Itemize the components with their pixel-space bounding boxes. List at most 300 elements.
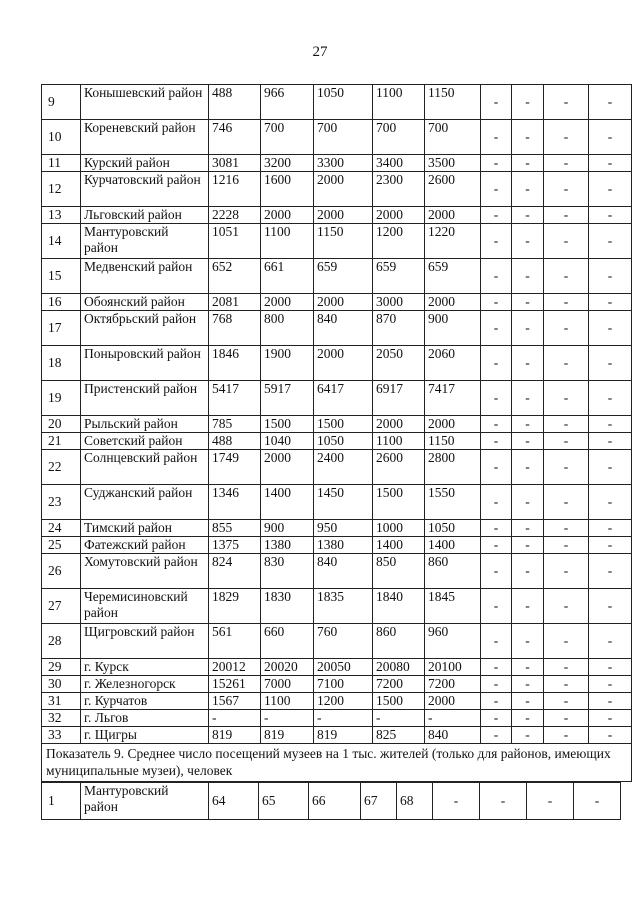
empty-cell: -	[481, 554, 512, 589]
value-cell: 1829	[209, 589, 261, 624]
empty-cell: -	[544, 346, 589, 381]
value-cell: 3200	[261, 155, 314, 172]
value-cell: 1200	[314, 693, 373, 710]
value-cell: 870	[373, 311, 425, 346]
value-cell: 1346	[209, 485, 261, 520]
value-cell: 660	[261, 624, 314, 659]
district-name: Курчатовский район	[81, 172, 209, 207]
value-cell: 67	[361, 783, 397, 820]
empty-cell: -	[589, 155, 632, 172]
value-cell: 488	[209, 85, 261, 120]
district-name: Советский район	[81, 433, 209, 450]
empty-cell: -	[544, 311, 589, 346]
empty-cell: -	[481, 624, 512, 659]
empty-cell: -	[589, 710, 632, 727]
row-number: 26	[42, 554, 81, 589]
empty-cell: -	[527, 783, 574, 820]
value-cell: 840	[314, 311, 373, 346]
value-cell: 800	[261, 311, 314, 346]
empty-cell: -	[589, 450, 632, 485]
table-row	[42, 710, 632, 727]
value-cell: 950	[314, 520, 373, 537]
value-cell: 2400	[314, 450, 373, 485]
empty-cell: -	[544, 155, 589, 172]
empty-cell: -	[433, 783, 480, 820]
row-number: 29	[42, 659, 81, 676]
value-cell: -	[425, 710, 481, 727]
value-cell: 2300	[373, 172, 425, 207]
empty-cell: -	[512, 224, 544, 259]
empty-cell: -	[574, 783, 621, 820]
empty-cell: -	[544, 659, 589, 676]
value-cell: 5917	[261, 381, 314, 416]
empty-cell: -	[512, 207, 544, 224]
row-number: 14	[42, 224, 81, 259]
indicator-9-table	[41, 782, 621, 820]
table-row	[42, 783, 621, 820]
value-cell: 561	[209, 624, 261, 659]
empty-cell: -	[481, 676, 512, 693]
row-number: 1	[42, 783, 81, 820]
value-cell: 824	[209, 554, 261, 589]
value-cell: 1040	[261, 433, 314, 450]
district-name: Поныровский район	[81, 346, 209, 381]
value-cell: 1100	[261, 693, 314, 710]
empty-cell: -	[544, 224, 589, 259]
empty-cell: -	[544, 450, 589, 485]
row-number: 32	[42, 710, 81, 727]
value-cell: 900	[425, 311, 481, 346]
district-name: Пристенский район	[81, 381, 209, 416]
row-number: 28	[42, 624, 81, 659]
value-cell: 960	[425, 624, 481, 659]
value-cell: 2000	[425, 693, 481, 710]
empty-cell: -	[589, 727, 632, 744]
value-cell: 1100	[373, 85, 425, 120]
empty-cell: -	[512, 433, 544, 450]
indicator-9-heading: Показатель 9. Среднее число посещений музеев на 1 тыс. жителей (только для районов, имеющих муниципальные музеи), человек	[42, 744, 632, 782]
empty-cell: -	[481, 727, 512, 744]
value-cell: 6917	[373, 381, 425, 416]
empty-cell: -	[589, 554, 632, 589]
empty-cell: -	[481, 294, 512, 311]
value-cell: 64	[209, 783, 259, 820]
value-cell: -	[314, 710, 373, 727]
empty-cell: -	[544, 207, 589, 224]
row-number: 20	[42, 416, 81, 433]
table-row	[42, 589, 632, 624]
empty-cell: -	[589, 294, 632, 311]
value-cell: 1100	[373, 433, 425, 450]
value-cell: 1150	[314, 224, 373, 259]
value-cell: 1050	[314, 433, 373, 450]
empty-cell: -	[589, 85, 632, 120]
value-cell: 2081	[209, 294, 261, 311]
value-cell: 2600	[373, 450, 425, 485]
empty-cell: -	[481, 693, 512, 710]
value-cell: 1835	[314, 589, 373, 624]
value-cell: 1400	[373, 537, 425, 554]
empty-cell: -	[544, 727, 589, 744]
value-cell: 2600	[425, 172, 481, 207]
value-cell: 900	[261, 520, 314, 537]
empty-cell: -	[512, 554, 544, 589]
value-cell: 819	[261, 727, 314, 744]
empty-cell: -	[544, 520, 589, 537]
value-cell: 661	[261, 259, 314, 294]
table-row	[42, 381, 632, 416]
value-cell: 860	[425, 554, 481, 589]
empty-cell: -	[589, 520, 632, 537]
row-number: 23	[42, 485, 81, 520]
value-cell: 2000	[373, 416, 425, 433]
empty-cell: -	[512, 676, 544, 693]
district-name: Льговский район	[81, 207, 209, 224]
empty-cell: -	[589, 172, 632, 207]
value-cell: 860	[373, 624, 425, 659]
empty-cell: -	[589, 589, 632, 624]
value-cell: 840	[425, 727, 481, 744]
value-cell: 768	[209, 311, 261, 346]
empty-cell: -	[544, 676, 589, 693]
table-row	[42, 520, 632, 537]
empty-cell: -	[512, 537, 544, 554]
row-number: 11	[42, 155, 81, 172]
table-row	[42, 207, 632, 224]
table-row	[42, 433, 632, 450]
district-name: Обоянский район	[81, 294, 209, 311]
value-cell: 1450	[314, 485, 373, 520]
empty-cell: -	[589, 120, 632, 155]
value-cell: 1500	[373, 485, 425, 520]
empty-cell: -	[589, 676, 632, 693]
table-row	[42, 294, 632, 311]
value-cell: 700	[314, 120, 373, 155]
value-cell: 830	[261, 554, 314, 589]
empty-cell: -	[589, 311, 632, 346]
row-number: 12	[42, 172, 81, 207]
value-cell: 488	[209, 433, 261, 450]
value-cell: 20100	[425, 659, 481, 676]
value-cell: 760	[314, 624, 373, 659]
table-row	[42, 554, 632, 589]
value-cell: 1500	[261, 416, 314, 433]
value-cell: -	[373, 710, 425, 727]
value-cell: 3081	[209, 155, 261, 172]
empty-cell: -	[544, 259, 589, 294]
empty-cell: -	[512, 485, 544, 520]
empty-cell: -	[544, 589, 589, 624]
value-cell: 1567	[209, 693, 261, 710]
district-name: Рыльский район	[81, 416, 209, 433]
empty-cell: -	[544, 485, 589, 520]
value-cell: 2000	[373, 207, 425, 224]
empty-cell: -	[544, 85, 589, 120]
district-name: г. Железногорск	[81, 676, 209, 693]
empty-cell: -	[589, 537, 632, 554]
value-cell: 1400	[425, 537, 481, 554]
value-cell: 825	[373, 727, 425, 744]
value-cell: 2228	[209, 207, 261, 224]
empty-cell: -	[512, 120, 544, 155]
value-cell: 819	[314, 727, 373, 744]
row-number: 33	[42, 727, 81, 744]
table-row	[42, 485, 632, 520]
district-name: г. Курчатов	[81, 693, 209, 710]
row-number: 27	[42, 589, 81, 624]
value-cell: 1150	[425, 85, 481, 120]
empty-cell: -	[512, 155, 544, 172]
value-cell: 15261	[209, 676, 261, 693]
row-number: 30	[42, 676, 81, 693]
table-row	[42, 624, 632, 659]
table-row	[42, 693, 632, 710]
indicator-8-table	[41, 84, 632, 782]
value-cell: 1216	[209, 172, 261, 207]
empty-cell: -	[512, 450, 544, 485]
district-name: Хомутовский район	[81, 554, 209, 589]
empty-cell: -	[512, 311, 544, 346]
empty-cell: -	[512, 659, 544, 676]
table-row	[42, 346, 632, 381]
empty-cell: -	[589, 207, 632, 224]
empty-cell: -	[481, 659, 512, 676]
empty-cell: -	[512, 693, 544, 710]
row-number: 9	[42, 85, 81, 120]
table-row	[42, 537, 632, 554]
value-cell: 1400	[261, 485, 314, 520]
table-row	[42, 224, 632, 259]
empty-cell: -	[512, 259, 544, 294]
value-cell: 1000	[373, 520, 425, 537]
district-name: Тимский район	[81, 520, 209, 537]
value-cell: 1840	[373, 589, 425, 624]
value-cell: 1500	[314, 416, 373, 433]
value-cell: 850	[373, 554, 425, 589]
value-cell: 1150	[425, 433, 481, 450]
empty-cell: -	[481, 433, 512, 450]
row-number: 15	[42, 259, 81, 294]
empty-cell: -	[512, 85, 544, 120]
value-cell: 2000	[425, 294, 481, 311]
empty-cell: -	[512, 381, 544, 416]
row-number: 16	[42, 294, 81, 311]
value-cell: 819	[209, 727, 261, 744]
table-row	[42, 450, 632, 485]
value-cell: 855	[209, 520, 261, 537]
district-name: Октябрьский район	[81, 311, 209, 346]
empty-cell: -	[512, 172, 544, 207]
empty-cell: -	[481, 172, 512, 207]
value-cell: 1846	[209, 346, 261, 381]
empty-cell: -	[481, 381, 512, 416]
value-cell: 5417	[209, 381, 261, 416]
value-cell: 20012	[209, 659, 261, 676]
empty-cell: -	[481, 155, 512, 172]
district-name: Мантуровский район	[81, 224, 209, 259]
value-cell: 1749	[209, 450, 261, 485]
indicator-9-table-body	[42, 783, 621, 820]
value-cell: 7200	[425, 676, 481, 693]
value-cell: 2000	[314, 294, 373, 311]
row-number: 18	[42, 346, 81, 381]
value-cell: 1375	[209, 537, 261, 554]
empty-cell: -	[481, 120, 512, 155]
value-cell: 1550	[425, 485, 481, 520]
empty-cell: -	[481, 710, 512, 727]
value-cell: 2000	[425, 207, 481, 224]
district-name: Медвенский район	[81, 259, 209, 294]
district-name: Суджанский район	[81, 485, 209, 520]
value-cell: 1600	[261, 172, 314, 207]
value-cell: 1500	[373, 693, 425, 710]
empty-cell: -	[512, 589, 544, 624]
table-row	[42, 259, 632, 294]
value-cell: 2000	[314, 207, 373, 224]
value-cell: -	[261, 710, 314, 727]
empty-cell: -	[544, 416, 589, 433]
value-cell: 1200	[373, 224, 425, 259]
value-cell: 1845	[425, 589, 481, 624]
row-number: 13	[42, 207, 81, 224]
empty-cell: -	[589, 346, 632, 381]
empty-cell: -	[481, 207, 512, 224]
district-name: г. Льгов	[81, 710, 209, 727]
empty-cell: -	[481, 311, 512, 346]
value-cell: 1900	[261, 346, 314, 381]
empty-cell: -	[481, 537, 512, 554]
table-row	[42, 416, 632, 433]
value-cell: 2800	[425, 450, 481, 485]
row-number: 17	[42, 311, 81, 346]
value-cell: 840	[314, 554, 373, 589]
district-name: Солнцевский район	[81, 450, 209, 485]
empty-cell: -	[481, 224, 512, 259]
value-cell: 3300	[314, 155, 373, 172]
table-row	[42, 659, 632, 676]
empty-cell: -	[589, 416, 632, 433]
value-cell: 7417	[425, 381, 481, 416]
value-cell: 68	[397, 783, 433, 820]
table-row	[42, 155, 632, 172]
value-cell: 2000	[314, 346, 373, 381]
value-cell: 65	[259, 783, 309, 820]
empty-cell: -	[544, 710, 589, 727]
empty-cell: -	[589, 381, 632, 416]
district-name: г. Курск	[81, 659, 209, 676]
empty-cell: -	[480, 783, 527, 820]
value-cell: 1100	[261, 224, 314, 259]
value-cell: 746	[209, 120, 261, 155]
page-number: 27	[312, 44, 328, 60]
district-name: Конышевский район	[81, 85, 209, 120]
empty-cell: -	[544, 381, 589, 416]
value-cell: 66	[309, 783, 361, 820]
row-number: 10	[42, 120, 81, 155]
empty-cell: -	[589, 433, 632, 450]
empty-cell: -	[589, 259, 632, 294]
table-row	[42, 172, 632, 207]
empty-cell: -	[544, 172, 589, 207]
empty-cell: -	[481, 485, 512, 520]
empty-cell: -	[544, 693, 589, 710]
value-cell: 7100	[314, 676, 373, 693]
empty-cell: -	[481, 259, 512, 294]
value-cell: 700	[373, 120, 425, 155]
empty-cell: -	[481, 346, 512, 381]
value-cell: 3500	[425, 155, 481, 172]
row-number: 19	[42, 381, 81, 416]
value-cell: 1050	[314, 85, 373, 120]
value-cell: 3400	[373, 155, 425, 172]
table-row	[42, 311, 632, 346]
value-cell: 20050	[314, 659, 373, 676]
empty-cell: -	[544, 294, 589, 311]
empty-cell: -	[481, 450, 512, 485]
district-name: Курский район	[81, 155, 209, 172]
empty-cell: -	[544, 433, 589, 450]
table-row	[42, 676, 632, 693]
value-cell: -	[209, 710, 261, 727]
value-cell: 1380	[314, 537, 373, 554]
value-cell: 652	[209, 259, 261, 294]
row-number: 25	[42, 537, 81, 554]
empty-cell: -	[481, 416, 512, 433]
value-cell: 2000	[261, 450, 314, 485]
empty-cell: -	[589, 224, 632, 259]
empty-cell: -	[589, 485, 632, 520]
value-cell: 2000	[261, 294, 314, 311]
value-cell: 20080	[373, 659, 425, 676]
empty-cell: -	[512, 346, 544, 381]
empty-cell: -	[589, 659, 632, 676]
value-cell: 2000	[314, 172, 373, 207]
empty-cell: -	[544, 554, 589, 589]
row-number: 22	[42, 450, 81, 485]
value-cell: 2060	[425, 346, 481, 381]
value-cell: 6417	[314, 381, 373, 416]
value-cell: 1380	[261, 537, 314, 554]
empty-cell: -	[589, 693, 632, 710]
empty-cell: -	[544, 537, 589, 554]
empty-cell: -	[481, 520, 512, 537]
value-cell: 1050	[425, 520, 481, 537]
row-number: 21	[42, 433, 81, 450]
empty-cell: -	[512, 520, 544, 537]
value-cell: 1051	[209, 224, 261, 259]
value-cell: 3000	[373, 294, 425, 311]
row-number: 31	[42, 693, 81, 710]
empty-cell: -	[589, 624, 632, 659]
empty-cell: -	[512, 710, 544, 727]
row-number: 24	[42, 520, 81, 537]
value-cell: 659	[425, 259, 481, 294]
district-name: Щигровский район	[81, 624, 209, 659]
value-cell: 2000	[425, 416, 481, 433]
district-name: Мантуровский район	[81, 783, 209, 820]
value-cell: 20020	[261, 659, 314, 676]
value-cell: 659	[373, 259, 425, 294]
district-name: Фатежский район	[81, 537, 209, 554]
indicator-8-table-body	[42, 85, 632, 744]
empty-cell: -	[512, 727, 544, 744]
district-name: Кореневский район	[81, 120, 209, 155]
empty-cell: -	[481, 589, 512, 624]
empty-cell: -	[544, 120, 589, 155]
value-cell: 1830	[261, 589, 314, 624]
empty-cell: -	[512, 294, 544, 311]
district-name: г. Щигры	[81, 727, 209, 744]
